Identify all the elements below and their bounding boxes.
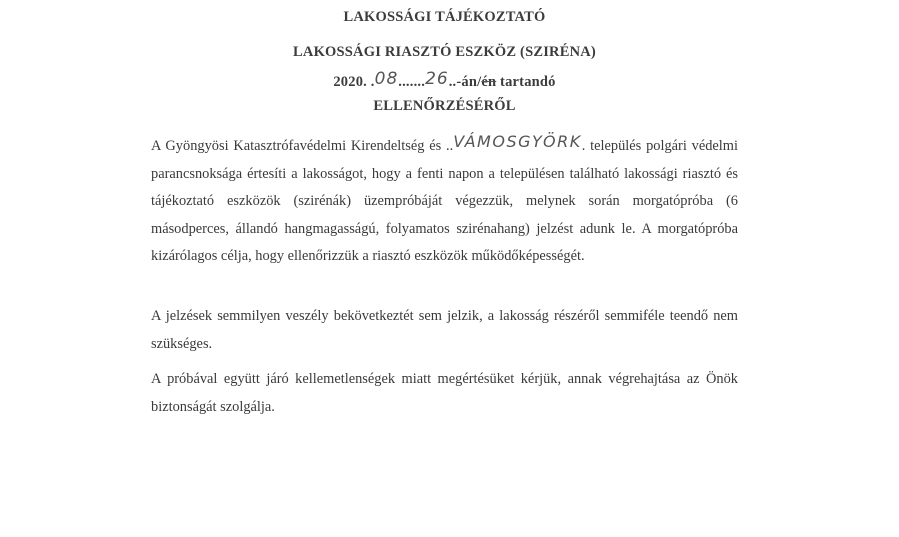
date-line	[151, 71, 738, 91]
heading-check: ELLENŐRZÉSÉRŐL	[373, 98, 516, 114]
handwritten-month: 08	[374, 69, 399, 89]
paragraph-apology: A próbával együtt járó kellemetlenségek miatt megértésüket kérjük, annak végrehajtása az Önök biztonságát szolgálja.	[151, 371, 738, 415]
paragraph-announcement-start: A Gyöngyösi Katasztrófavédelmi Kirendeltség és ..	[151, 138, 454, 154]
date-suffix-prefix: ..-án/	[448, 74, 482, 90]
paragraph-announcement	[151, 131, 738, 271]
date-suffix-end: tartandó	[496, 74, 556, 90]
handwritten-day: 26	[425, 69, 449, 89]
document-subtitle: LAKOSSÁGI RIASZTÓ ESZKÖZ (SZIRÉNA)	[293, 44, 596, 60]
date-dots: .......	[398, 74, 426, 90]
handwritten-settlement: VÁMOSGYÖRK	[453, 132, 582, 151]
date-suffix-struck: én	[481, 74, 497, 90]
paragraph-announcement-rest: . település polgári védelmi parancsnoksága értesíti a lakosságot, hogy a fenti napon a településen található lakossági riasztó és tájékoztató eszközök (szirénák) üzempróbáját végezzük, melynek során morgatópróba (6 másodperces, állandó hangmagasságú, folyamatos szirénahang) jelzést adunk le. A morgatópróba kizárólagos célja, hogy ellenőrizzük a riasztó eszközök működőképességét.	[151, 138, 738, 264]
date-year: 2020. .	[333, 74, 375, 90]
document-title: LAKOSSÁGI TÁJÉKOZTATÓ	[343, 9, 546, 25]
paragraph-no-danger: A jelzések semmilyen veszély bekövetkeztét sem jelzik, a lakosság részéről semmiféle teendő nem szükséges.	[151, 308, 738, 352]
